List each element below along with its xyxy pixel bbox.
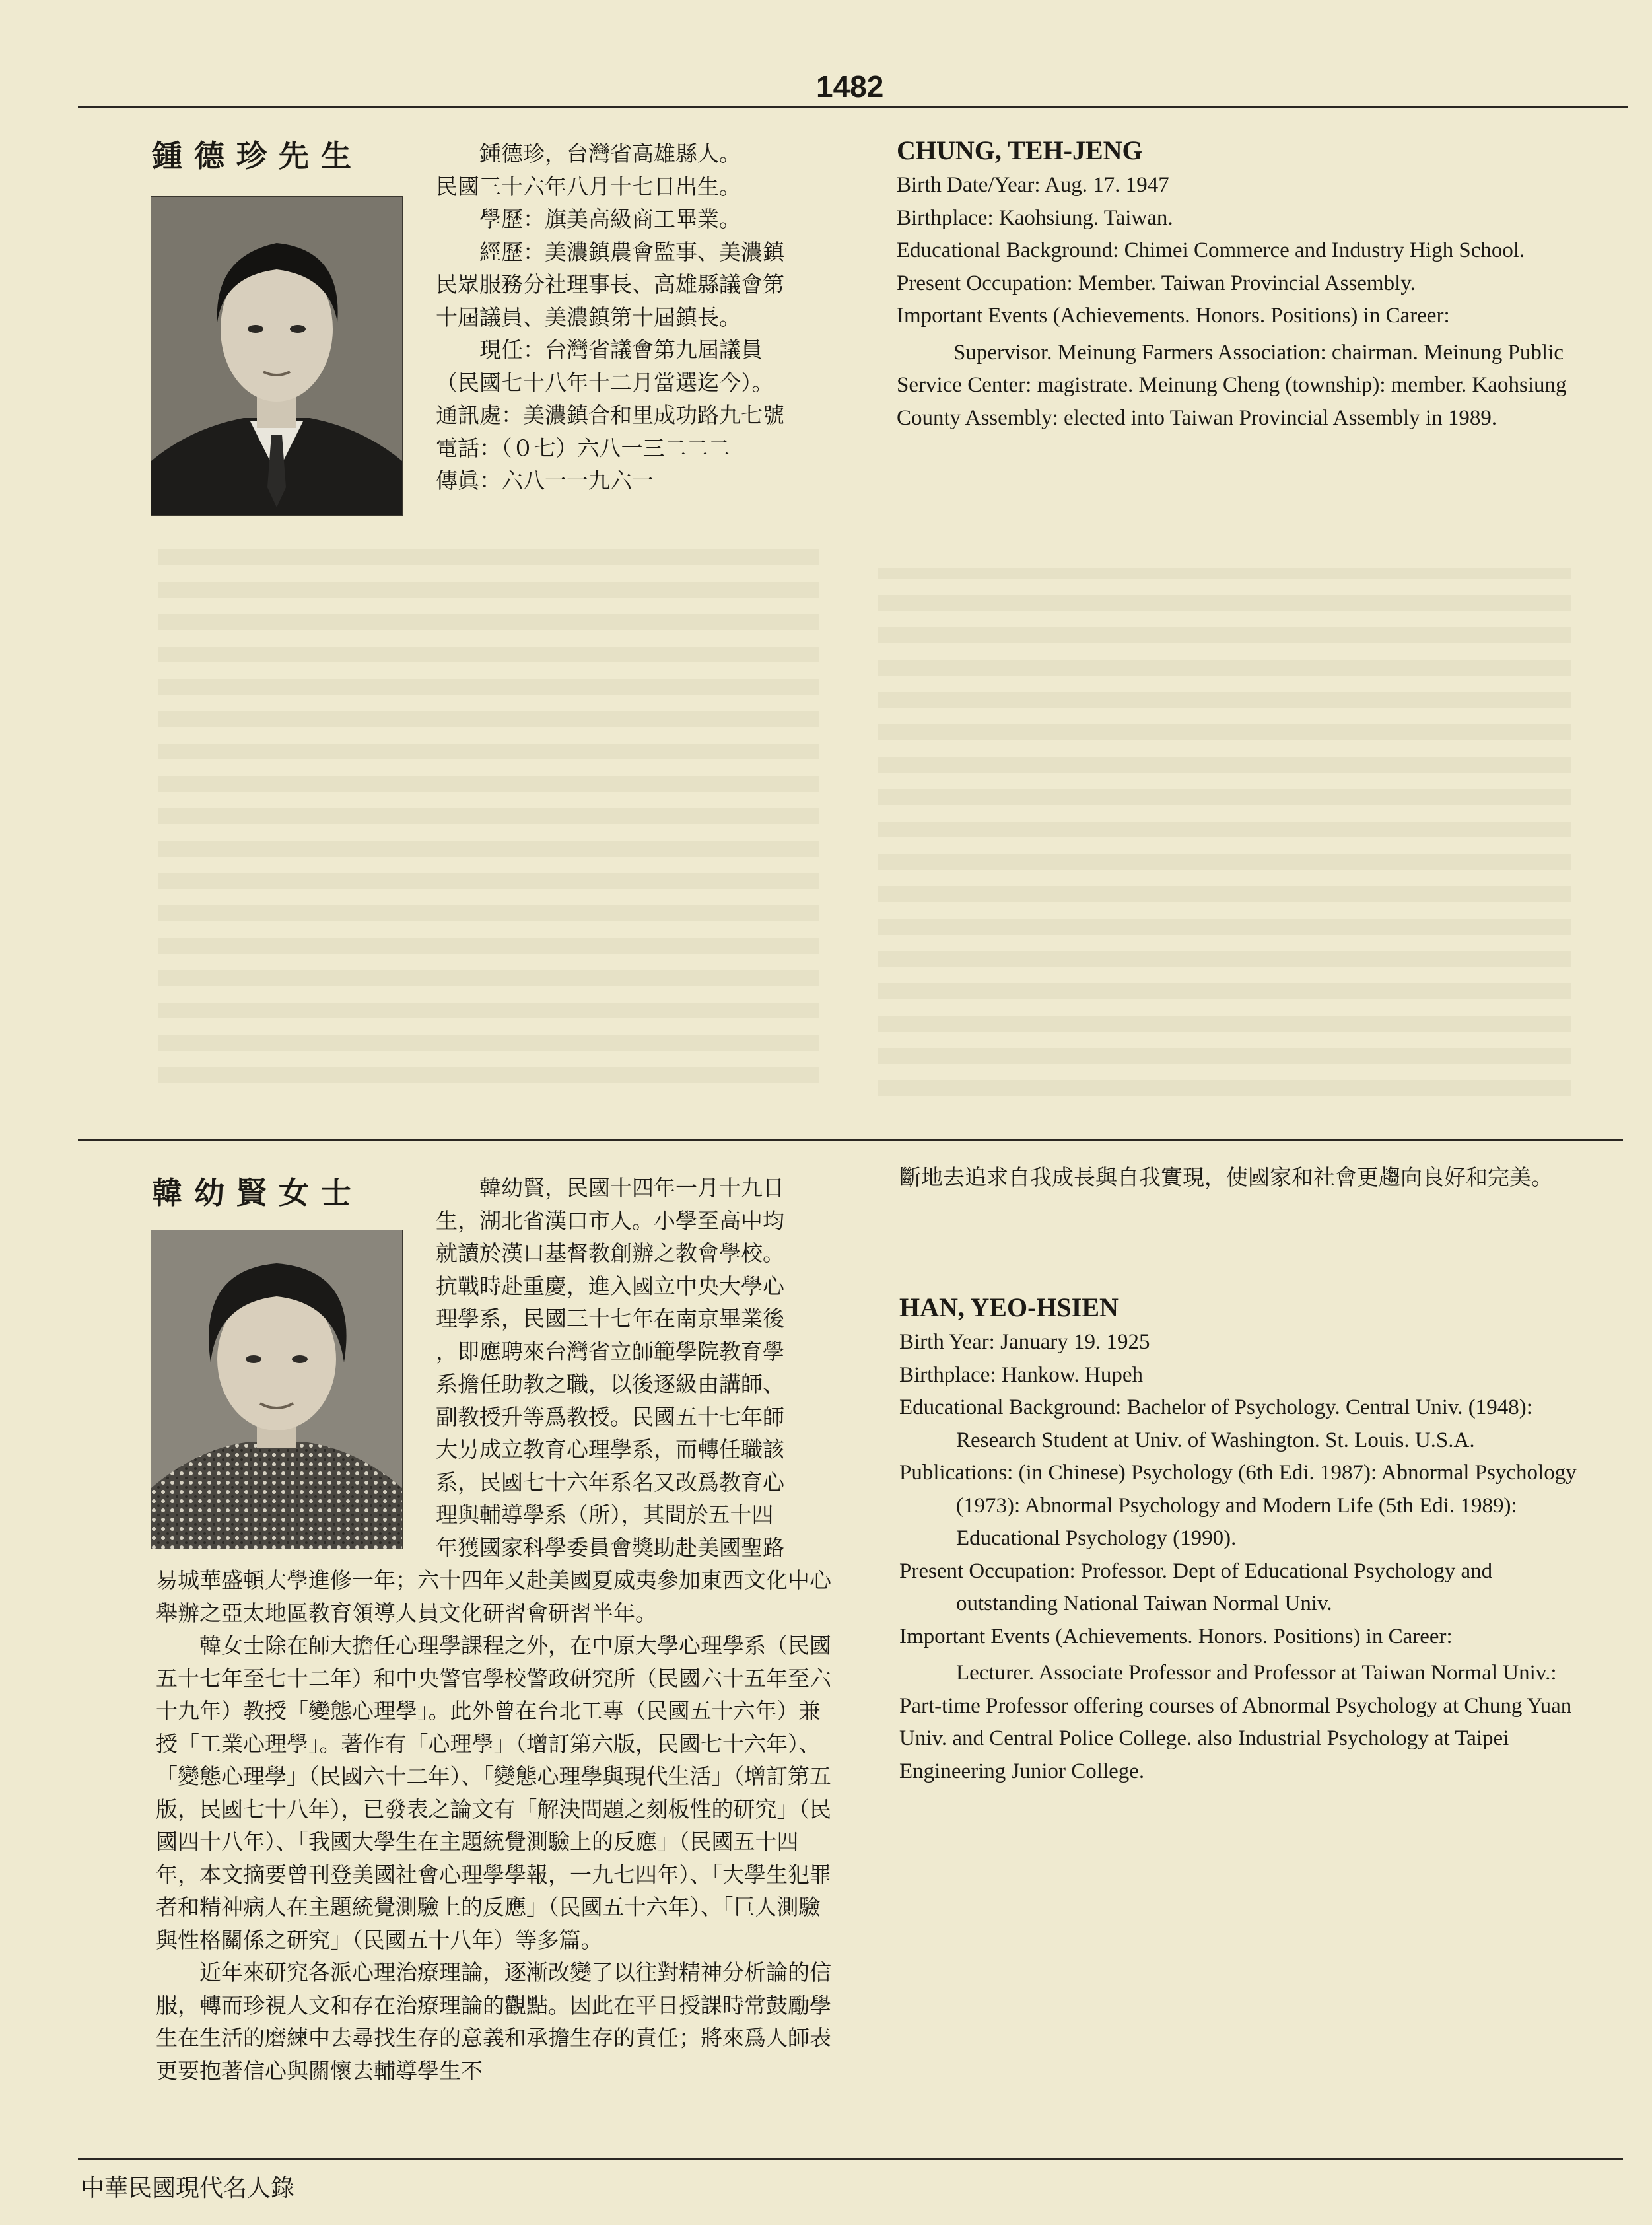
zh-paragraph: 易城華盛頓大學進修一年；六十四年又赴美國夏威夷參加東西文化中心舉辦之亞太地區教育領導人員文化研習會研習半年。 (156, 1567, 831, 1626)
en-line: Supervisor. Meinung Farmers Association: chairman. Meinung Public Service Center: magistrate. Meinung Cheng (township): member. Kaohsiung County Assembly: elected into Taiwan Provincial Assembly in 1989. (897, 340, 1567, 430)
en-line: Important Events (Achievements. Honors. Positions) in Career: (897, 304, 1450, 328)
entry2-title-zh: 韓幼賢女士 (152, 1175, 363, 1211)
entry2-name-en: HAN, YEO-HSIEN (899, 1292, 1119, 1322)
en-line: Lecturer. Associate Professor and Professor at Taiwan Normal Univ.: Part-time Professor offering courses of Abnormal Psychology at Chung Yuan Univ. and Central Police College. also Industrial Psychology at Taipei Engineering Junior College. (899, 1661, 1572, 1783)
zh-line: 鍾德珍，台灣省高雄縣人。 (479, 141, 741, 166)
page-number: 1482 (816, 69, 884, 104)
zh-line: 就讀於漢口基督教創辦之教會學校。 (436, 1240, 784, 1266)
zh-line: 十屆議員、美濃鎮第十屆鎮長。 (436, 304, 741, 330)
entry1-title-zh: 鍾德珍先生 (152, 138, 363, 174)
zh-line: 抗戰時赴重慶，進入國立中央大學心 (436, 1273, 784, 1299)
bottom-rule (78, 2158, 1623, 2160)
zh-line: 生，湖北省漢口市人。小學至高中均 (436, 1207, 784, 1234)
zh-line: 理與輔導學系（所），其間於五十四 (436, 1502, 774, 1528)
zh-line: 通訊處：美濃鎮合和里成功路九七號 (436, 402, 784, 428)
footer-book-title: 中華民國現代名人錄 (81, 2175, 295, 2202)
zh-line: 現任：台灣省議會第九屆議員 (479, 337, 763, 363)
entry2-bio-zh-continued (899, 1161, 1579, 1194)
entry1-name-en: CHUNG, TEH-JENG (897, 135, 1143, 165)
zh-line: 副教授升等爲教授。民國五十七年師 (436, 1403, 784, 1430)
en-line: Birthplace: Kaohsiung. Taiwan. (897, 205, 1173, 230)
bleed-through-texture (158, 542, 819, 1083)
zh-line: 理學系，民國三十七年在南京畢業後 (436, 1306, 784, 1331)
zh-line: 韓幼賢，民國十四年一月十九日 (479, 1175, 784, 1201)
en-line: Birthplace: Hankow. Hupeh (899, 1362, 1144, 1387)
en-line: Educational Background: Chimei Commerce and Industry High School. (897, 238, 1525, 262)
zh-line: 民眾服務分社理事長、高雄縣議會第 (436, 271, 784, 297)
zh-paragraph: 韓女士除在師大擔任心理學課程之外，在中原大學心理學系（民國五十七年至七十二年）和中央警官學校警政研究所（民國六十五年至六十九年）教授「變態心理學」。此外曾在台北工專（民國五十六年）兼授「工業心理學」。著作有「心理學」（增訂第六版，民國七十六年）、「變態心理學」（民國六十二年）、「變態心理學與現代生活」（增訂第五版，民國七十八年），已發表之論文有「解決問題之刻板性的研究」（民國四十八年）、「我國大學生在主題統覺測驗上的反應」（民國五十四年，本文摘要曾刊登美國社會心理學學報，一九七四年）、「大學生犯罪者和精神病人在主題統覺測驗上的反應」（民國五十六年）、「巨人測驗與性格關係之研究」（民國五十八年）等多篇。 (156, 1633, 831, 1953)
entry1-bio-zh (436, 137, 845, 497)
en-line: Present Occupation: Member. Taiwan Provincial Assembly. (897, 271, 1416, 295)
zh-line: 系擔任助教之職，以後逐級由講師、 (436, 1371, 784, 1397)
top-rule (78, 106, 1628, 108)
zh-line: 年獲國家科學委員會獎助赴美國聖路 (436, 1534, 784, 1561)
entry2-bio-zh (156, 1172, 833, 2087)
en-line: Publications: (in Chinese) Psychology (6th Edi. 1987): Abnormal Psychology (1973): Abnormal Psychology and Modern Life (5th Edi. 1989): Educational Psychology (1990). (899, 1461, 1577, 1550)
en-line: Birth Year: January 19. 1925 (899, 1330, 1150, 1354)
zh-line: 傳眞：六八一一九六一 (436, 468, 654, 493)
bleed-through-texture (878, 568, 1571, 1096)
zh-line: 電話：（０七）六八一三二二二 (436, 435, 730, 461)
zh-line: （民國七十八年十二月當選迄今）。 (436, 369, 774, 396)
man-portrait-icon (151, 197, 402, 515)
zh-line: ，即應聘來台灣省立師範學院教育學 (436, 1338, 784, 1364)
en-line: Important Events (Achievements. Honors. Positions) in Career: (899, 1624, 1453, 1648)
en-line: Birth Date/Year: Aug. 17. 1947 (897, 173, 1169, 197)
entry1-bio-en (897, 132, 1577, 435)
en-line: Educational Background: Bachelor of Psychology. Central Univ. (1948): Research Student at Univ. of Washington. St. Louis. U.S.A. (899, 1395, 1532, 1452)
zh-line: 民國三十六年八月十七日出生。 (436, 173, 741, 199)
zh-paragraph: 斷地去追求自我成長與自我實現，使國家和社會更趨向良好和完美。 (899, 1164, 1553, 1190)
entry2-bio-en (899, 1289, 1579, 1788)
entry1-portrait (151, 196, 403, 516)
zh-line: 經歷：美濃鎮農會監事、美濃鎮 (479, 238, 784, 265)
zh-line: 系，民國七十六年系名又改爲教育心 (436, 1469, 784, 1495)
en-line: Present Occupation: Professor. Dept of Educational Psychology and outstanding National Taiwan Normal Univ. (899, 1559, 1493, 1615)
zh-paragraph: 近年來研究各派心理治療理論，逐漸改變了以往對精神分析論的信服，轉而珍視人文和存在治療理論的觀點。因此在平日授課時常鼓勵學生在生活的磨練中去尋找生存的意義和承擔生存的責任；將來爲人師表更要抱著信心與關懷去輔導學生不 (156, 1960, 831, 2084)
zh-line: 學歷：旗美高級商工畢業。 (479, 206, 741, 232)
entry2-bio-zh-narrow (436, 1172, 833, 1564)
zh-line: 大另成立教育心理學系，而轉任職該 (436, 1436, 784, 1462)
middle-rule (78, 1139, 1623, 1141)
